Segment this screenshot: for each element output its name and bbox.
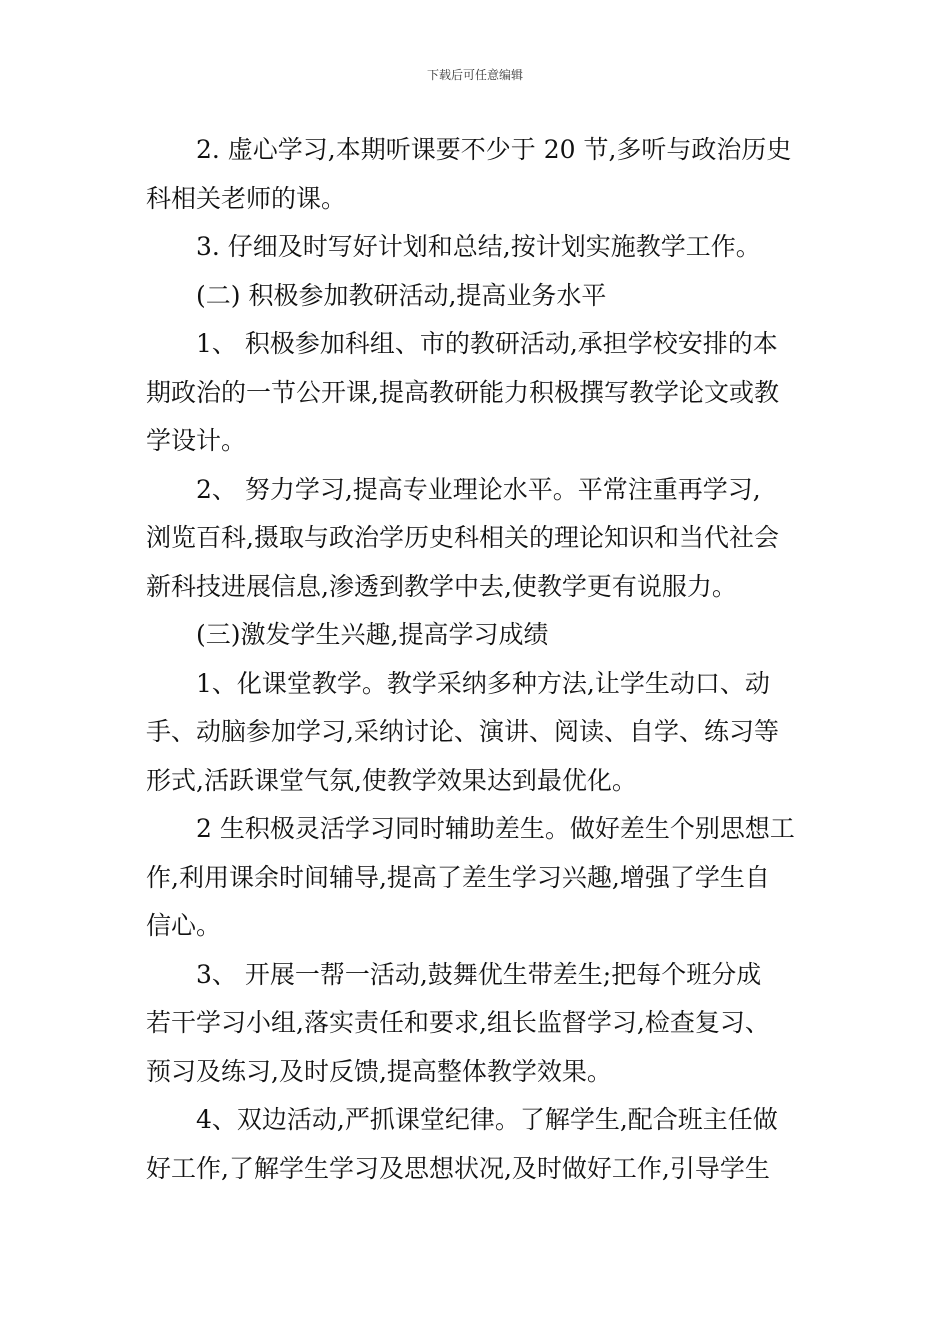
text-line: 4、双边活动,严抓课堂纪律。了解学生,配合班主任做 — [196, 1105, 778, 1134]
text-line: 1、化课堂教学。教学采纳多种方法,让学生动口、动 — [196, 668, 770, 698]
text-line: 学设计。 — [146, 426, 247, 455]
paragraph-listen-lessons — [146, 126, 810, 223]
paragraph-research-activities — [146, 320, 810, 466]
paragraph-tutoring — [146, 805, 810, 951]
paragraph-discipline — [146, 1096, 810, 1193]
text-line: 3. 仔细及时写好计划和总结,按计划实施教学工作。 — [196, 232, 761, 261]
section-heading-interest — [146, 611, 810, 660]
text-line: 科相关老师的课。 — [146, 183, 347, 213]
text-line: 2. 虚心学习,本期听课要不少于 20 节,多听与政治历史 — [196, 135, 792, 164]
text-line: 新科技进展信息,渗透到教学中去,使教学更有说服力。 — [146, 571, 737, 601]
paragraph-professional-theory — [146, 466, 810, 612]
text-line: 若干学习小组,落实责任和要求,组长监督学习,检查复习、 — [146, 1008, 770, 1037]
document-body — [146, 126, 810, 1193]
paragraph-mentoring — [146, 951, 810, 1097]
text-line: 作,利用课余时间辅导,提高了差生学习兴趣,增强了学生自 — [146, 862, 770, 892]
paragraph-classroom-teaching — [146, 660, 810, 806]
text-line: 3、 开展一帮一活动,鼓舞优生带差生;把每个班分成 — [196, 959, 762, 989]
section-heading-research — [146, 272, 810, 321]
text-line: 1、 积极参加科组、市的教研活动,承担学校安排的本 — [196, 329, 778, 358]
paragraph-plan-summary — [146, 223, 810, 272]
text-line: 浏览百科,摄取与政治学历史科相关的理论知识和当代社会 — [146, 523, 779, 552]
text-line: 好工作,了解学生学习及思想状况,及时做好工作,引导学生 — [146, 1153, 770, 1183]
page-header: 下载后可任意编辑 — [426, 68, 523, 82]
text-line: (二) 积极参加教研活动,提高业务水平 — [196, 280, 607, 310]
text-line: 2、 努力学习,提高专业理论水平。平常注重再学习, — [196, 474, 761, 504]
text-line: 预习及练习,及时反馈,提高整体教学效果。 — [146, 1056, 612, 1086]
text-line: (三)激发学生兴趣,提高学习成绩 — [196, 620, 549, 649]
text-line: 期政治的一节公开课,提高教研能力积极撰写教学论文或教 — [146, 377, 779, 407]
text-line: 手、动脑参加学习,采纳讨论、演讲、阅读、自学、练习等 — [146, 717, 779, 746]
text-line: 2 生积极灵活学习同时辅助差生。做好差生个别思想工 — [196, 814, 795, 843]
text-line: 形式,活跃课堂气氛,使教学效果达到最优化。 — [146, 765, 637, 795]
text-line: 信心。 — [146, 911, 222, 940]
